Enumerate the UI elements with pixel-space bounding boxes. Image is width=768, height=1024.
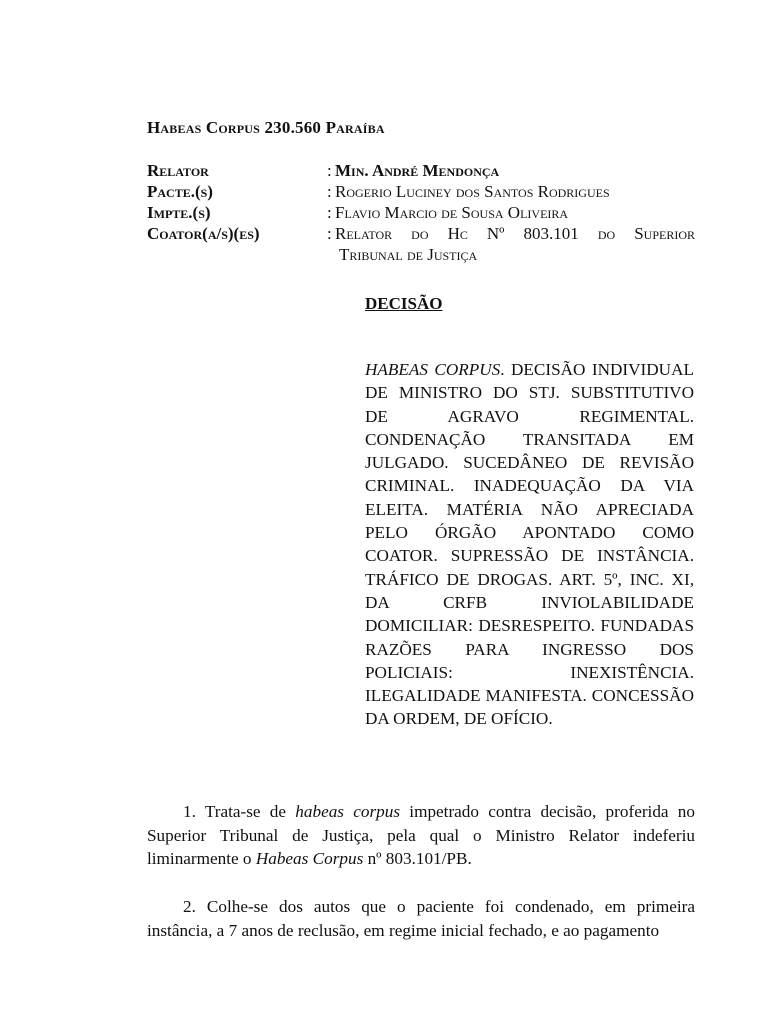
paragraph-1-italic-a: habeas corpus: [295, 802, 401, 821]
ementa-text: . DECISÃO INDIVIDUAL DE MINISTRO DO STJ. SUBSTITUTIVO DE AGRAVO REGIMENTAL. CONDENAÇÃO TRANSITADA EM JULGADO. SUCEDÂNEO DE REVISÃO CRIMINAL. INADEQUAÇÃO DA VIA ELEITA. MATÉRIA NÃO APRECIADA PELO ÓRGÃO APONTADO COMO COATOR. SUPRESSÃO DE INSTÂNCIA. TRÁFICO DE DROGAS. ART. 5º, INC. XI, DA CRFB INVIOLABILIDADE DOMICILIAR: DESRESPEITO. FUNDADAS RAZÕES PARA INGRESSO DOS POLICIAIS: INEXISTÊNCIA. ILEGALIDADE MANIFESTA. CONCESSÃO DA ORDEM, DE OFÍCIO.: [365, 360, 694, 729]
paragraph-1-italic-b: Habeas Corpus: [255, 849, 364, 868]
parties-block: [147, 160, 695, 265]
party-row-pacte: [147, 181, 695, 202]
party-value-coator: Relator do Hc Nº 803.101 do Superior: [335, 224, 695, 243]
paragraph-2: 2. Colhe-se dos autos que o paciente foi condenado, em primeira instância, a 7 anos de reclusão, em regime inicial fechado, e ao pagamento: [147, 897, 695, 940]
ementa: [365, 358, 694, 731]
party-label: Pacte.(s): [147, 182, 213, 201]
party-value-coator-cont: Tribunal de Justiça: [339, 245, 478, 264]
party-colon: :: [327, 161, 332, 180]
party-label: Coator(a/s)(es): [147, 224, 260, 243]
party-label: Impte.(s): [147, 203, 211, 222]
paragraph-1-part-e: nº 803.101/PB.: [363, 849, 472, 868]
paragraph-1-part-a: 1. Trata-se de: [183, 802, 296, 821]
ementa-italic: HABEAS CORPUS: [365, 360, 501, 379]
party-label: Relator: [147, 161, 209, 180]
party-value-impte: Flavio Marcio de Sousa Oliveira: [335, 203, 569, 222]
party-row-impte: [147, 202, 695, 223]
party-colon: :: [327, 224, 332, 243]
party-value-relator: Min. André Mendonça: [335, 161, 500, 180]
decision-heading: DECISÃO: [365, 294, 443, 313]
party-value-pacte: Rogerio Luciney dos Santos Rodrigues: [335, 182, 610, 201]
party-row-relator: [147, 160, 695, 181]
case-title: Habeas Corpus 230.560 Paraíba: [147, 118, 385, 137]
party-colon: :: [327, 203, 332, 222]
paragraph-1-part-c: impetrado contra decisão, proferida no Superior Tribunal de Justiça, pela qual o Ministro Relator indeferiu liminarmente o: [147, 802, 695, 868]
paragraph-1: [147, 800, 695, 871]
party-row-coator: [147, 223, 695, 244]
party-colon: :: [327, 182, 332, 201]
